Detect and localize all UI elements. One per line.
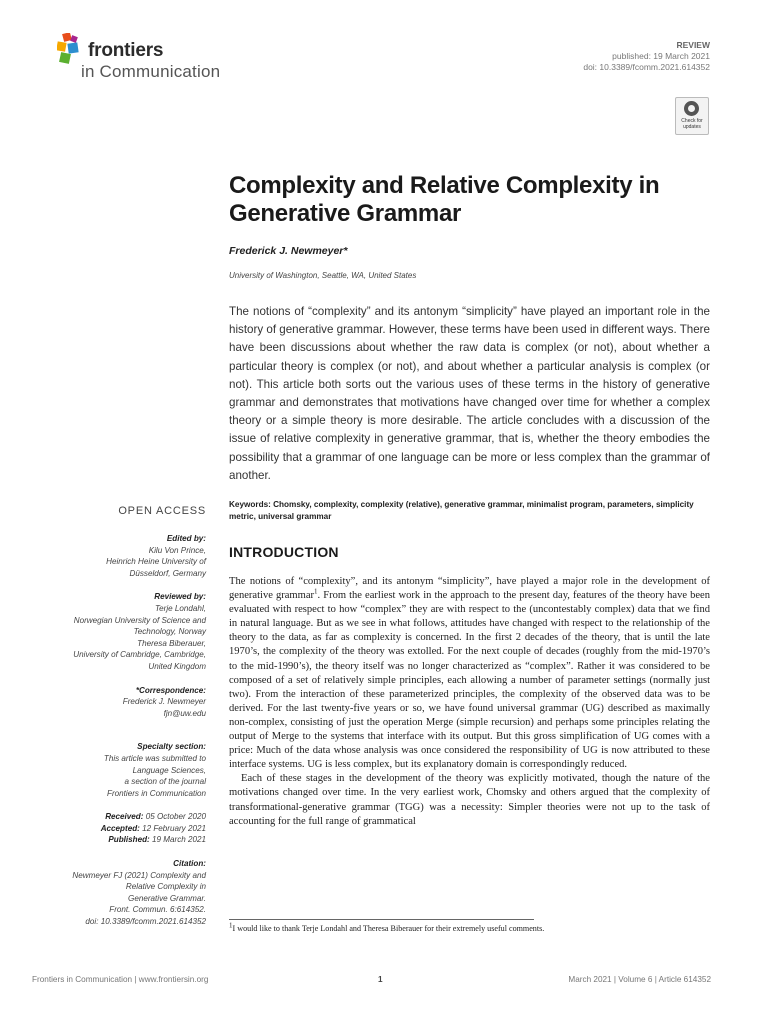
check-updates-icon xyxy=(684,101,699,116)
published-date: published: 19 March 2021 xyxy=(612,51,710,61)
doi-link[interactable]: doi: 10.3389/fcomm.2021.614352 xyxy=(583,62,710,72)
open-access-label: OPEN ACCESS xyxy=(118,505,206,517)
keywords: Keywords: Chomsky, complexity, complexity (relative), generative grammar, minimalist program, parameters, simplicity metric, universal grammar xyxy=(229,500,694,521)
journal-logo-subtitle: in Communication xyxy=(81,62,221,81)
author-name[interactable]: Frederick J. Newmeyer* xyxy=(229,245,348,257)
footnote-ref[interactable]: 1 xyxy=(314,587,318,596)
body-text xyxy=(229,575,710,829)
paragraph-2: Each of these stages in the development of the theory was explicitly motivated, though the nature of the motivations changed over time. In the very earliest work, Chomsky and others argued that the complexity of transformational-generative grammar (TGG) was a necessity: Simpler theories were not up to the task of accounting for the full range of grammatical xyxy=(229,773,710,827)
check-for-updates-button[interactable]: Check for updates xyxy=(675,97,709,135)
paragraph-1: The notions of “complexity”, and its antonym “simplicity”, have played a major role in the development of generative grammar$^1$. From the earliest work in the approach to the present day, features of the theory have been evaluated with respect to how “complex” they are with respect to the (uncontestably complex) data that we find in natural language. But as we see in what follows, attitudes have changed with respect to the relationship of the theory to the data, as far as complexity is concerned. In the first 2 decades of the theory, that is until the late 1970’s, the complexity of the theory was extolled. For the next couple of decades (roughly from the mid-1970’s to the mid-1990’s), the theory itself was no longer characterized as “complex”. Rather it was considered to be composed of a set of relatively simple principles, each allowing a number of parameter settings (normally just two). From the interaction of these parameterized principles, the complexity of the observed data was to be derived. For the last twenty-five years or so, we have found universal grammar (UG) described as maximally non-complex, consisting of just the operation Merge (simple recursion) and perhaps some principles relating the output of Merge to the systems that interface with its output. But this gross simplification of UG comes with a price: Much of the data whose analysis was once considered the responsibility of UG is now attributed to these interface systems. UG is less complex, but its explanatory domain is correspondingly reduced. xyxy=(229,576,710,771)
author-affiliation: University of Washington, Seattle, WA, United States xyxy=(229,271,417,280)
abstract: The notions of “complexity” and its antonym “simplicity” have played an important role in the history of generative grammar. However, these terms have been used in different ways. There have been discussions about whether the raw data is complex (or not), about whether a particular theory is complex (or not), and about whether a particular analysis is complex (or not). This article both sorts out the various uses of these terms in the history of generative grammar and demonstrates that motivations have changed over time for whether a complex theory or a simple theory is more desirable. The article concludes with a discussion of the issue of relative complexity in generative grammar, that is, whether the theory embodies the possibility that a grammar of one language can be more or less complex than the grammar of another. xyxy=(229,305,710,482)
footer-issue-info: March 2021 | Volume 6 | Article 614352 xyxy=(568,975,711,984)
article-meta xyxy=(583,40,710,73)
page-number: 1 xyxy=(378,975,383,984)
journal-logo-name[interactable]: frontiers xyxy=(88,40,164,61)
article-type: REVIEW xyxy=(676,40,710,50)
footnote: $^1$I would like to thank Terje Londahl and Theresa Biberauer for their extremely useful comments. xyxy=(229,921,545,933)
article-sidebar: Edited by: Kilu Von Prince, Heinrich Heine University of Düsseldorf, Germany Reviewed by: Terje Londahl, Norwegian University of Science and Technology, Norway Theresa Biberauer, University of Cambridge, Cambridge, United Kingdom *Correspondence: Frederick J. Newmeyer fjn@uw.edu Specialty section: This article was submitted to Language Sciences, a section of the journal Frontiers in Communication Received: 05 October 2020 Accepted: 12 February 2021 Published: 19 March 2021 Citation: Newmeyer FJ (2021) Complexity and Relative Complexity in Generative Grammar. Front. Commun. 6:614352. doi: 10.3389/fcomm.2021.614352 xyxy=(40,533,206,928)
frontiers-logo-icon xyxy=(57,33,83,65)
article-title: Complexity and Relative Complexity in Generative Grammar xyxy=(229,172,660,227)
footnote-divider xyxy=(229,919,534,920)
footer-journal-link[interactable]: Frontiers in Communication | www.frontiersin.org xyxy=(32,975,209,984)
section-heading-introduction: INTRODUCTION xyxy=(229,544,339,560)
correspondence-email-link[interactable]: fjn@uw.edu xyxy=(163,708,206,718)
citation-doi-link[interactable]: doi: 10.3389/fcomm.2021.614352 xyxy=(85,917,206,927)
